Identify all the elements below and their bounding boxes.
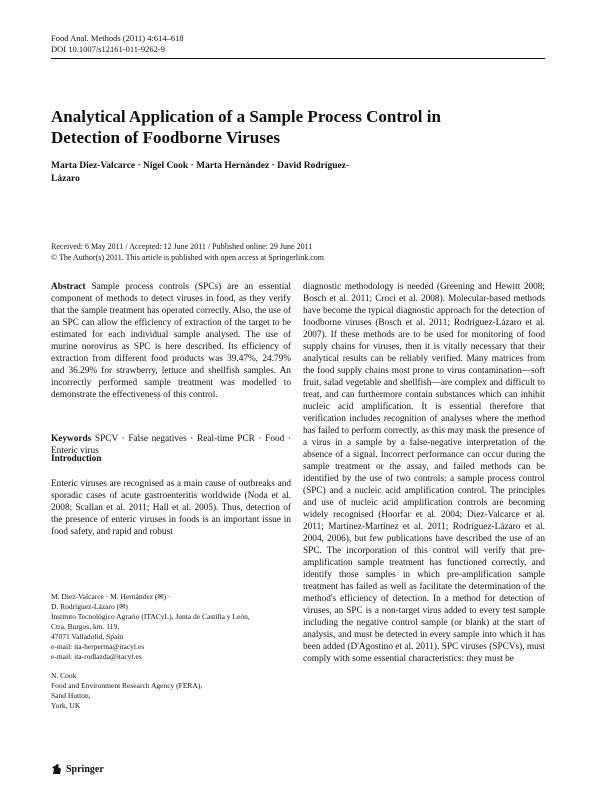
affiliation-itacyl-line: D. Rodríguez-Lázaro (✉) [51,602,128,611]
affiliation-itacyl-line: Instituto Tecnológico Agrario (ITACyL), Junta de Castilla y León, [51,612,250,621]
affiliation-itacyl-line: M. Diez-Valcarce · M. Hernández (✉) · [51,592,171,601]
header-rule [51,58,545,59]
abstract-text: Sample process controls (SPCs) are an essential component of methods to detect viruses in food, as they verify that the sample treatment has operated correctly. Also, the use of an SPC can allow the efficiency of extraction of the target to be estimated for each individual sample analysed. The use of murine norovirus as SPC is here described. Its efficiency of extraction from different food products was 39.47%, 24.79% and 36.29% for strawberry, lettuce and shellfish samples. An incorrectly performed sample treatment was modelled to demonstrate the effectiveness of this control. [51,282,292,400]
publisher-logo [51,763,104,775]
keywords-label: Keywords [51,434,92,444]
history-dates: Received: 6 May 2011 / Accepted: 12 June 2011 / Published online: 29 June 2011 [51,242,313,251]
abstract-label: Abstract [51,282,86,292]
affiliation-itacyl-line: Ctra. Burgos, km. 119, [51,622,120,631]
section-heading-introduction: Introduction [51,454,102,464]
open-access-notice: © The Author(s) 2011. This article is published with open access at Springerlink.com [51,253,324,262]
affiliation-itacyl-line[interactable]: e-mail: ita-rodlazda@itacyl.es [51,652,142,661]
affiliation-itacyl-line[interactable]: e-mail: ita-herperma@itacyl.es [51,642,145,651]
article-title: Analytical Application of a Sample Process Control in Detection of Foodborne Viruses [51,107,441,147]
introduction-text: Enteric viruses are recognised as a main cause of outbreaks and sporadic cases of acute gastroenteritis worldwide (Noda et al. 2008; Scallan et al. 2011; Hall et al. 2005). Thus, detection of the presence of enteric viruses in foods is an important issue in food safety, and rapid and robust [51,479,291,537]
affiliation-fera-line: Sand Hutton, [51,691,91,700]
affiliation-fera [51,671,291,711]
affiliation-itacyl-line: 47071 Valladolid, Spain [51,632,124,641]
journal-citation [51,33,184,55]
publication-dates [51,241,545,263]
affiliation-fera-line: York, UK [51,701,81,710]
author-list: Marta Diez-Valcarce · Nigel Cook · Marta Hernández · David Rodríguez-Lázaro [51,161,350,184]
affiliation-fera-line: N. Cook [51,671,77,680]
right-column-text: diagnostic methodology is needed (Greening and Hewitt 2008; Bosch et al. 2011; Croci et al. 2008). Molecular-based methods have become the typical diagnostic approach for the detection of foodborne viruses (Bosch et al. 2011; Rodríguez-Lázaro et al. 2007). If these methods are to be used for monitoring of food supply chains for viruses, then it is vitally necessary that their analytical results can be reliably verified. Many matrices from the food supply chains most prone to virus contamination—soft fruit, salad vegetable and shellfish—are complex and difficult to treat, and can furthermore contain substances which can inhibit nucleic acid amplification. It is essential therefore that verification includes recognition of analyses where the method has failed to perform correctly, as this may mask the presence of a virus in a sample by a false-negative interpretation of the absence of a signal. Incorrect performance can occur during the sample treatment or the assay, and failed methods can be identified by the use of two controls: a sample process control (SPC) and a nucleic acid amplification control. The principles and use of nucleic acid amplification controls are becoming widely recognised (Hoorfar et al. 2004; Diez-Valcarce et al. 2011; Martínez-Martínez et al. 2011; Rodríguez-Lázaro et al. 2004, 2006), but few publications have described the use of an SPC. The incorporation of this control will verify that pre-amplification sample treatment has functioned correctly, and identify those samples in which pre-amplification sample treatment has failed as well as facilitate the determination of the method's efficiency of detection. In a method for detection of viruses, an SPC is a non-target virus added to every test sample including the negative control sample (or blank) at the start of analysis, and must be detected in every sample into which it has been added (D'Agostino et al. 2011). SPC viruses (SPCVs), must comply with some essential characteristics: they must be [303,282,546,664]
journal-reference: Food Anal. Methods (2011) 4:614–618 [51,33,184,43]
publisher-name: Springer [66,763,104,775]
abstract [51,281,291,401]
affiliations-footnote [51,592,291,720]
keywords-text: SPCV · False negatives · Real-time PCR · Food · Enteric virus [51,434,292,456]
doi[interactable]: DOI 10.1007/s12161-011-9262-9 [51,44,165,54]
affiliation-itacyl [51,592,291,662]
affiliation-fera-line: Food and Environment Research Agency (FERA), [51,681,203,690]
springer-horse-icon [51,763,63,775]
